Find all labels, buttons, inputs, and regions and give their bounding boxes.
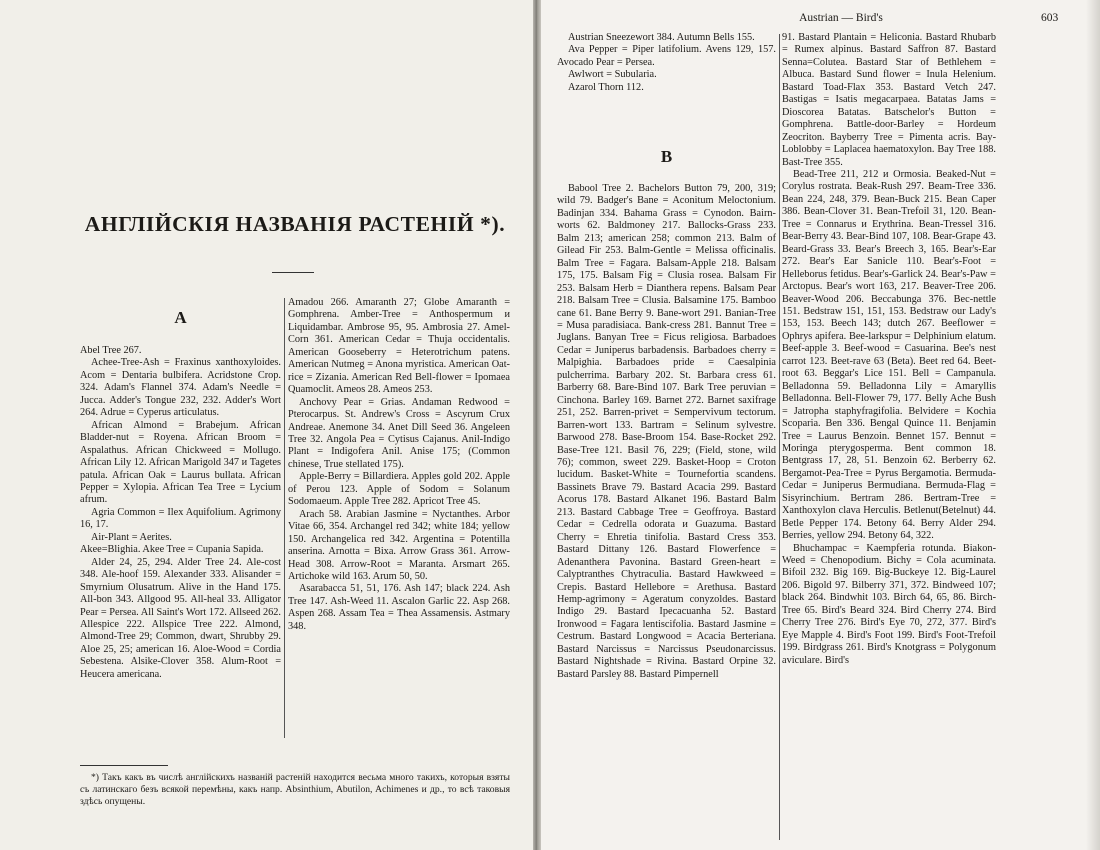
entry-paragraph: 91. Bastard Plantain = Heliconia. Bastard Rhubarb = Rumex alpinus. Bastard Saffron 87. Bastard Senna=Colutea. Bastard Star of Bethlehem = Albuca. Bastard Sund flower = Inula Helenium. Bastard Toad-Flax 353. Bastard Vetch 247. Bastigas = Isatis megacarpaea. Batatas Jams = Dioscorea Batatas. Batschelor's Button = Gomphrena. Battle-door-Barley = Hordeum Zeocriton. Bayberry Tree = Pimenta acris. Bay-Loblobby = Laplacea haematoxylon. Bay Tree 188. Bast-Tree 355. [782,32,996,168]
footnote [80,772,510,808]
section-letter-a: A [174,308,187,327]
title-rule [272,272,314,273]
left-page [0,0,533,850]
column-b [288,297,510,633]
entry-paragraph: Asarabacca 51, 51, 176. Ash 147; black 224. Ash Tree 147. Ash-Weed 11. Ascalon Garlic 22. Asp 268. Aspen 268. Assam Tea = Thea Assamensis. Astmary 348. [288,583,510,632]
page-edge-shadow [1086,0,1100,850]
column-b [782,32,996,667]
entry-paragraph: Abel Tree 267. [80,345,142,356]
entry-paragraph: Ava Pepper = Piper latifolium. Avens 129, 157. Avocado Pear = Persea. [557,44,776,68]
page-number: 603 [1041,12,1059,24]
entry-paragraph: Austrian Sneezewort 384. Autumn Bells 155. [568,32,755,43]
entry-paragraph: Apple-Berry = Billardiera. Apples gold 202. Apple of Perou 123. Apple of Sodom = Solanum Sodomaeum. Apple Tree 282. Apricot Tree 45. [288,471,510,508]
entry-paragraph: Awlwort = Subularia. [568,69,657,81]
column-a [80,345,281,681]
right-page [541,0,1100,850]
book-gutter [533,0,541,850]
entry-paragraph: Achee-Tree-Ash = Fraxinus xanthoxyloides. Acom = Dentaria bulbifera. Acridstone Crop. 324. Adam's Flannel 374. Adam's Needle = Jucca. Adder's Tongue 232, 232. Adder's Wort 264. Adrue = Cyperus articulatus. [80,357,281,419]
entry-paragraph: Akee=Blighia. Akee Tree = Cupania Sapida. [80,544,264,556]
entry-paragraph: Agria Common = Ilex Aquifolium. Agrimony 16, 17. [80,506,281,531]
column-a-top [557,32,776,94]
footnote-text: *) Такъ какъ въ числѣ англійскихъ названій растеній находится весьма много такихъ, которыя взяты съ латинскаго безъ всякой перемѣны, какъ напр. Absinthium, Abutilon, Achimenes и др., то всѣ таковыя здѣсь опущены. [80,772,510,807]
running-head: Austrian — Bird's [799,12,883,24]
entry-paragraph: Bhuchampac = Kaempferia rotunda. Biakon-Weed = Chenopodium. Bichy = Cola acuminata. Bifoil 232. Big 169. Big-Buckeye 12. Big-Laurel 206. Bigold 97. Bilberry 371, 372. Bindweed 107; black 264. Bindwhit 103. Birch 64, 65, 86. Birch-Tree 65. Bird's Beard 324. Bird Cherry 274. Bird Cherry Tree 276. Bird's Eye 70, 272, 377. Bird's Eye Mapple 4. Bird's Foot 199. Bird's Foot-Trefoil 199. Birdgrass 261. Bird's Knotgrass = Polygonum aviculare. Bird's [782,542,996,666]
entry-paragraph: Azarol Thorn 112. [568,81,644,93]
section-letter-b: B [660,147,673,166]
entry-paragraph: Anchovy Pear = Grias. Andaman Redwood = Pterocarpus. St. Andrew's Cross = Ascyrum Crux Andreae. Anemone 34. Anet Dill Seed 36. Angeleen Tree 32. Angola Pea = Cytisus Cajanus. Anil-Indigo Plant = Indigofera Anil. Anise 175; (Common chinese, True stellated 175). [288,396,510,470]
footnote-rule [80,765,168,766]
column-rule [284,298,285,738]
entry-paragraph: Amadou 266. Amaranth 27; Globe Amaranth = Gomphrena. Amber-Tree = Anthospermum и Liquidambar. Ambrose 95, 95. Ambrosia 27. Amel-Corn 361. American Cedar = Thuja occidentalis. American Gooseberry = Heterotrichum patens. American Nutmeg = Anona myristica. American Oat-rice = Zizania. American Red Bell-flower = Ipomaea Quamoclit. Ameos 28. Ameos 253. [288,297,510,396]
entry-paragraph: Alder 24, 25, 294. Alder Tree 24. Ale-cost 348. Ale-hoof 159. Alexander 333. Alisander = Smyrnium Olusatrum. Alive in the Hand 175. All-bon 343. Allgood 95. All-heal 33. Alligator Pear = Persea. All Saint's Wort 172. Allseed 262. Allespice 222. Allspice Tree 222. Almond, Almond-Tree 29; Common, dwart, Shrubby 29. Aloe 25, 25; american 16. Aloe-Wood = Cordia Sebestena. Alsike-Clover 358. Alum-Root = Heucera americana. [80,556,281,680]
entry-paragraph: Arach 58. Arabian Jasmine = Nyctanthes. Arbor Vitae 66, 354. Archangel red 342; white 184; yellow 150. Archangelica red 342. Argentina = Potentilla anserina. Arnotta = Bixa. Arrow Grass 361. Arrow-Head 308. Arrow-Root = Maranta. Arsmart 265. Artichoke wild 163. Arum 50, 50. [288,508,510,582]
entry-paragraph: Babool Tree 2. Bachelors Button 79, 200, 319; wild 79. Badger's Bane = Aconitum Meloctonium. Badinjan 334. Bahama Grass = Cynodon. Bairn-worts 62. Baldmoney 217. Ballocks-Grass 233. Balm 213; american 258; common 213. Balm of Gilead Fir 253. Balm-Gentle = Melissa officinalis. Balm Tree = Fagara. Balsam-Apple 218. Balsam 175, 175. Balsam Fig = Clusia rosea. Balsam Fir 253. Balsam Herb = Dianthera repens. Balsam Pear 218. Balsam Tree = Clusia. Balsamine 175. Bamboo cane 61. Bane Berry 9. Bane-wort 291. Banian-Tree = Musa paradisiaca. Bank-cress 281. Bannut Tree = Juglans. Banyan Tree = Ficus religiosa. Barbadoes Cedar = Juniperus barbadensis. Barbadoes cherry = Malpighia. Barbadoes pride = Caesalpinia pulcherrima. Barbary 202. St. Barbara cress 61. Barberry 68. Bare-Bind 107. Bark Tree peruvian = Cinchona. Barley 169. Barnet 272. Barnet saxifrage 251, 252. Barren-privet = Sempervivum tectorum. Barren-wort 133. Bartram = Selinum sylvestre. Barwood 278. Base-Broom 154. Base-Rocket 292. Base-Tree 121. Basil 76, 229; (Field, stone, wild 76); common, sweet 229. Basket-Hoop = Croton lucidum. Basket-White = Tournefortia scandens. Bassinets Brave 79. Bastard Acacia 299. Bastard Acorus 178. Bastard Alkanet 196. Bastard Balm 213. Bastard Cabbage Tree = Geoffroya. Bastard Cedar = Cedrella odorata и Guazuma. Bastard Cherry = Ehretia tinifolia. Bastard Cress 353. Bastard Dittany 126. Bastard Flowerfence = Adenanthera Pavonina. Bastard Green-heart = Calyptranthes Chytraculia. Bastard Hawkweed = Crepis. Bastard Hellebore = Arethusa. Bastard Hemp-agrimony = Ageratum conyzoldes. Bastard Indigo 29. Bastard Ipecacuanha 52. Bastard Ironwood = Fagara lentiscifolia. Bastard Jasmine = Cestrum. Bastard Longwood = Acacia Berteriana. Bastard Narcissus = Narcissus Pseudonarcissus. Bastard Nightshade = Rivina. Bastard Orpine 32. Bastard Parsley 88. Bastard Pimpernell [557,183,776,680]
entry-paragraph: Bead-Tree 211, 212 и Ormosia. Beaked-Nut = Corylus rostrata. Beak-Rush 297. Beam-Tree 336. Bean 224, 248, 379. Bean-Buck 215. Bean Caper 386. Bean-Clover 31. Bean-Trefoil 31, 120. Bean-Tree = Connarus и Erythrina. Bean-Tressel 316. Bear-Berry 43. Bear-Bind 107, 108. Bear-Grape 43. Beard-Grass 33. Bear's Breech 3, 165. Bear's-Ear 272. Bear's Ear Sanicle 110. Bear's-Foot = Helleborus fetidus. Bear's-Garlick 24. Bear's-Paw = Arctopus. Bear's wort 163, 217. Beaver-Tree 206. Beaver-Wood 206. Beccabunga 376. Bec-nettle 151. Bedstraw 151, 151, 153. Bedstraw our Lady's 153, 153. Beech 143; dutch 267. Beeflower = Ophrys apifera. Bee-larkspur = Delphinium elatum. Beef-apple 3. Beef-wood = Casuarina. Bee's nest carrot 123. Beet-rave 63 (Beta). Beet red 64. Beet-root 63. Beggar's Lice 151. Bell = Campanula. Belladonna 59. Belladonna Lily = Amaryllis Belladonna. Bell-Flower 79, 177. Belly Ache Bush = Jatropha staphyfragifolia. Belvidere = Kochia Scoparia. Ben 336. Bengal Quince 11. Benjamin Tree = Laurus Benzoin. Bennet 157. Bennut = Moringa pterygosperma. Bent common 18. Bentgrass 17, 28, 51. Benzoin 62. Berberry 62. Bergamot-Pea-Tree = Pyrus Bergamotia. Bermuda-Cedar = Juniperus Bermudiana. Bermuda-Flag = Sisyrinchium. Bertram 286. Bertram-Tree = Xanthoxylon clava Herculis. Betlenut(Betelnut) 44. Betle Pepper 174. Betony 64. Berry Alder 294. Berries, yellow 294. Betony 64, 322. [782,168,996,542]
column-rule [779,34,780,840]
page-title: АНГЛІЙСКІЯ НАЗВАНІЯ РАСТЕНІЙ *). [84,212,506,236]
entry-paragraph: Air-Plant = Aerites. [91,531,172,543]
entry-paragraph: African Almond = Brabejum. African Bladder-nut = Royena. African Broom = Aspalathus. African Chickweed = Mollugo. African Lily 12. African Marigold 347 и Tagetes patula. African Oak = Laurus bullata. African Pepper = Xylopia. African Tea Tree = Lycium afrum. [80,419,281,506]
column-a-bottom [557,183,776,681]
